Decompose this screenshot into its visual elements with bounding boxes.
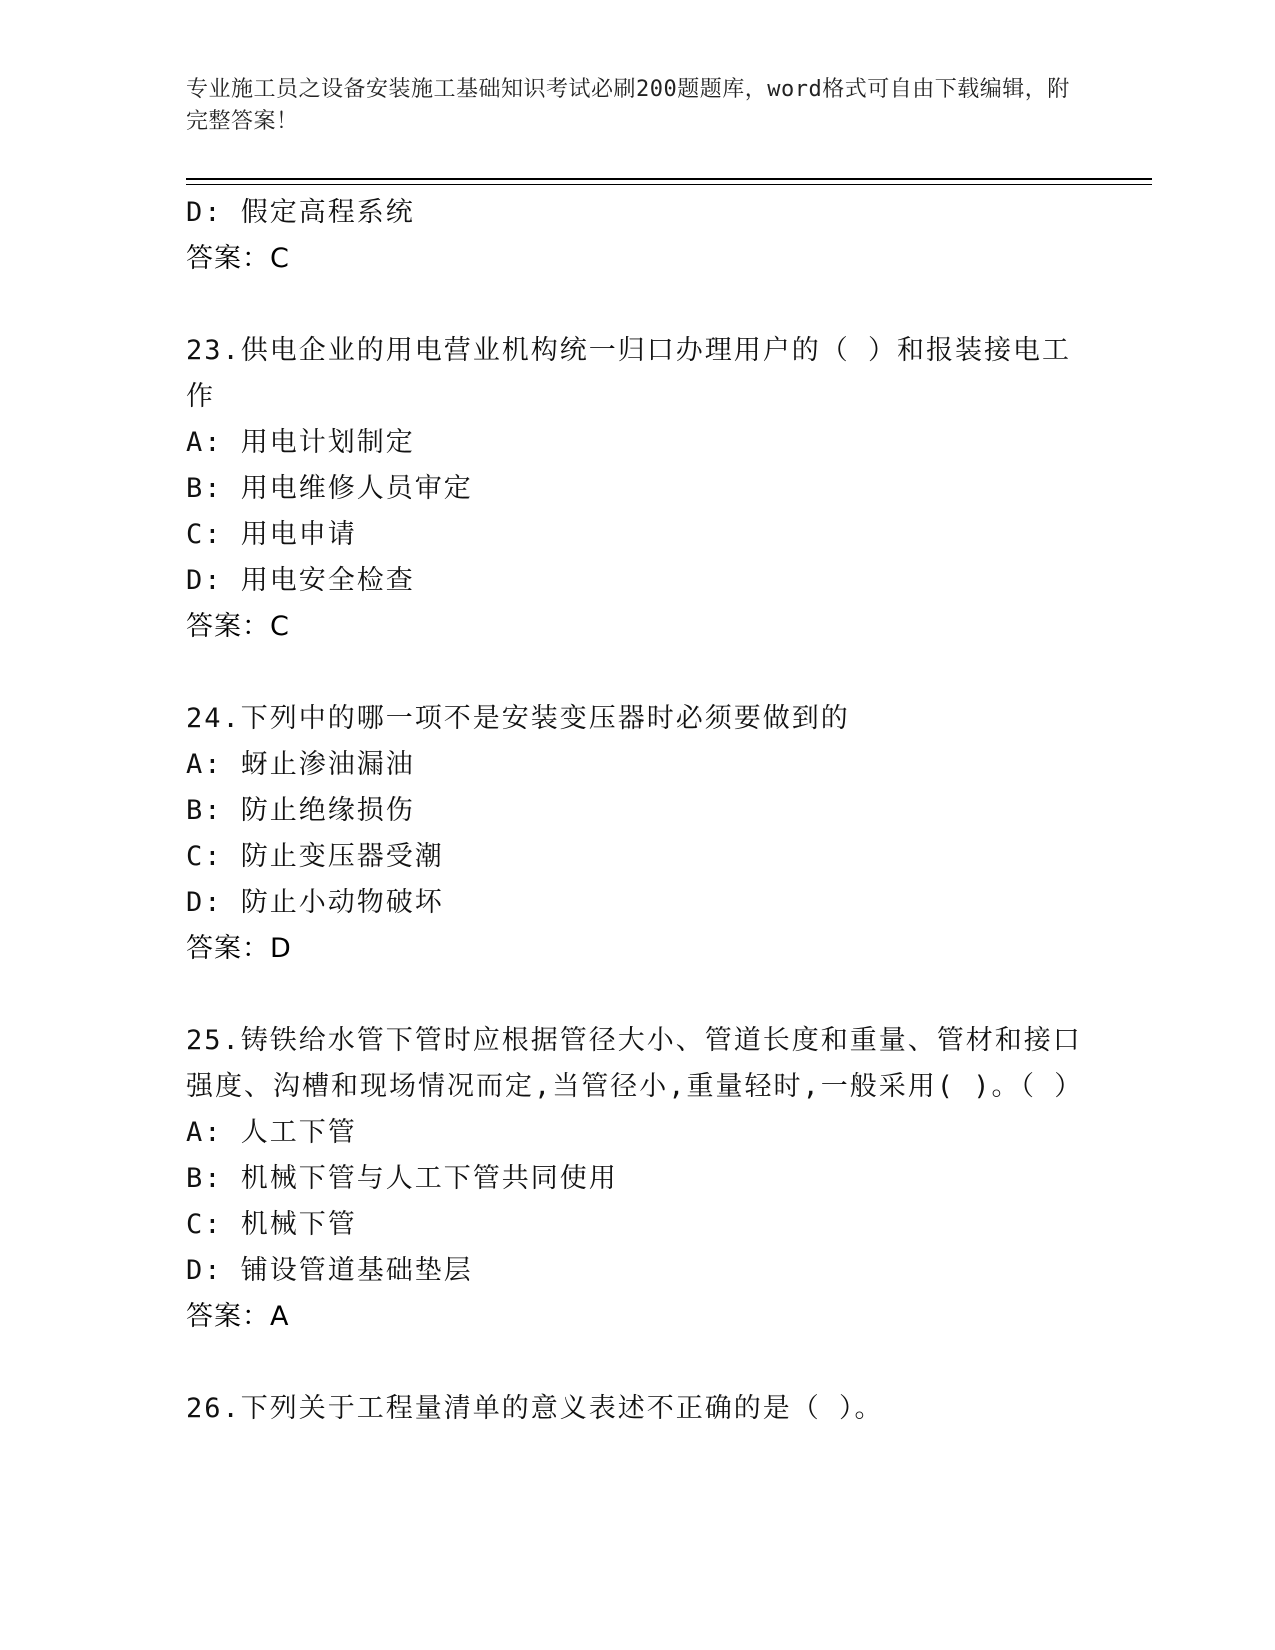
answer-line: 答案：D: [186, 933, 292, 964]
option-text: 铺设管道基础垫层: [240, 1255, 473, 1286]
option-a: [186, 742, 1086, 788]
question-23: [186, 328, 1086, 650]
option-text: 用电计划制定: [240, 427, 415, 458]
option-text: 用电维修人员审定: [240, 473, 473, 504]
option-text: 防止变压器受潮: [240, 841, 444, 872]
option-text: 机械下管: [240, 1209, 357, 1240]
spacer: [186, 282, 1086, 328]
option-c: [186, 1202, 1086, 1248]
option-label: C:: [186, 519, 223, 550]
option-c: [186, 834, 1086, 880]
header-rule: [186, 178, 1152, 180]
option-label: D:: [186, 1255, 223, 1286]
question-stem: 25.铸铁给水管下管时应根据管径大小、管道长度和重量、管材和接口强度、沟槽和现场情况而定,当管径小,重量轻时,一般采用( )。（ ）: [186, 1025, 1084, 1102]
spacer: [186, 1340, 1086, 1386]
option-label: A:: [186, 427, 223, 458]
option-text: 机械下管与人工下管共同使用: [240, 1163, 618, 1194]
question-stem: 26.下列关于工程量清单的意义表述不正确的是（ ）。: [186, 1393, 884, 1424]
question-stem: 24.下列中的哪一项不是安装变压器时必须要做到的: [186, 703, 850, 734]
question-25: [186, 1018, 1086, 1340]
option-d: [186, 190, 1086, 236]
option-label: B:: [186, 1163, 223, 1194]
option-label: C:: [186, 1209, 223, 1240]
option-label: D:: [186, 565, 223, 596]
spacer: [186, 972, 1086, 1018]
answer-line: 答案：A: [186, 1301, 290, 1332]
question-list: [186, 190, 1086, 1432]
option-text: 假定高程系统: [240, 197, 415, 228]
question-26: [186, 1386, 1086, 1432]
option-b: [186, 788, 1086, 834]
question-22: [186, 190, 1086, 282]
answer-line: 答案：C: [186, 243, 290, 274]
option-text: 用电安全检查: [240, 565, 415, 596]
option-text: 防止绝缘损伤: [240, 795, 415, 826]
option-text: 用电申请: [240, 519, 357, 550]
option-d: [186, 880, 1086, 926]
option-label: A:: [186, 749, 223, 780]
answer-line: 答案：C: [186, 611, 290, 642]
question-24: [186, 696, 1086, 972]
option-label: C:: [186, 841, 223, 872]
option-label: B:: [186, 795, 223, 826]
option-label: D:: [186, 887, 223, 918]
option-a: [186, 1110, 1086, 1156]
option-d: [186, 1248, 1086, 1294]
question-stem: 23.供电企业的用电营业机构统一归口办理用户的（ ）和报装接电工作: [186, 335, 1072, 412]
option-b: [186, 1156, 1086, 1202]
option-label: D:: [186, 197, 223, 228]
option-label: A:: [186, 1117, 223, 1148]
option-text: 人工下管: [240, 1117, 357, 1148]
option-c: [186, 512, 1086, 558]
document-header-title: 专业施工员之设备安装施工基础知识考试必刷200题题库，word格式可自由下载编辑，附完整答案！: [186, 77, 1070, 134]
header-rule-thin: [186, 184, 1152, 185]
option-a: [186, 420, 1086, 466]
option-text: 防止小动物破坏: [240, 887, 444, 918]
option-d: [186, 558, 1086, 604]
option-label: B:: [186, 473, 223, 504]
option-b: [186, 466, 1086, 512]
spacer: [186, 650, 1086, 696]
option-text: 蚜止渗油漏油: [240, 749, 415, 780]
